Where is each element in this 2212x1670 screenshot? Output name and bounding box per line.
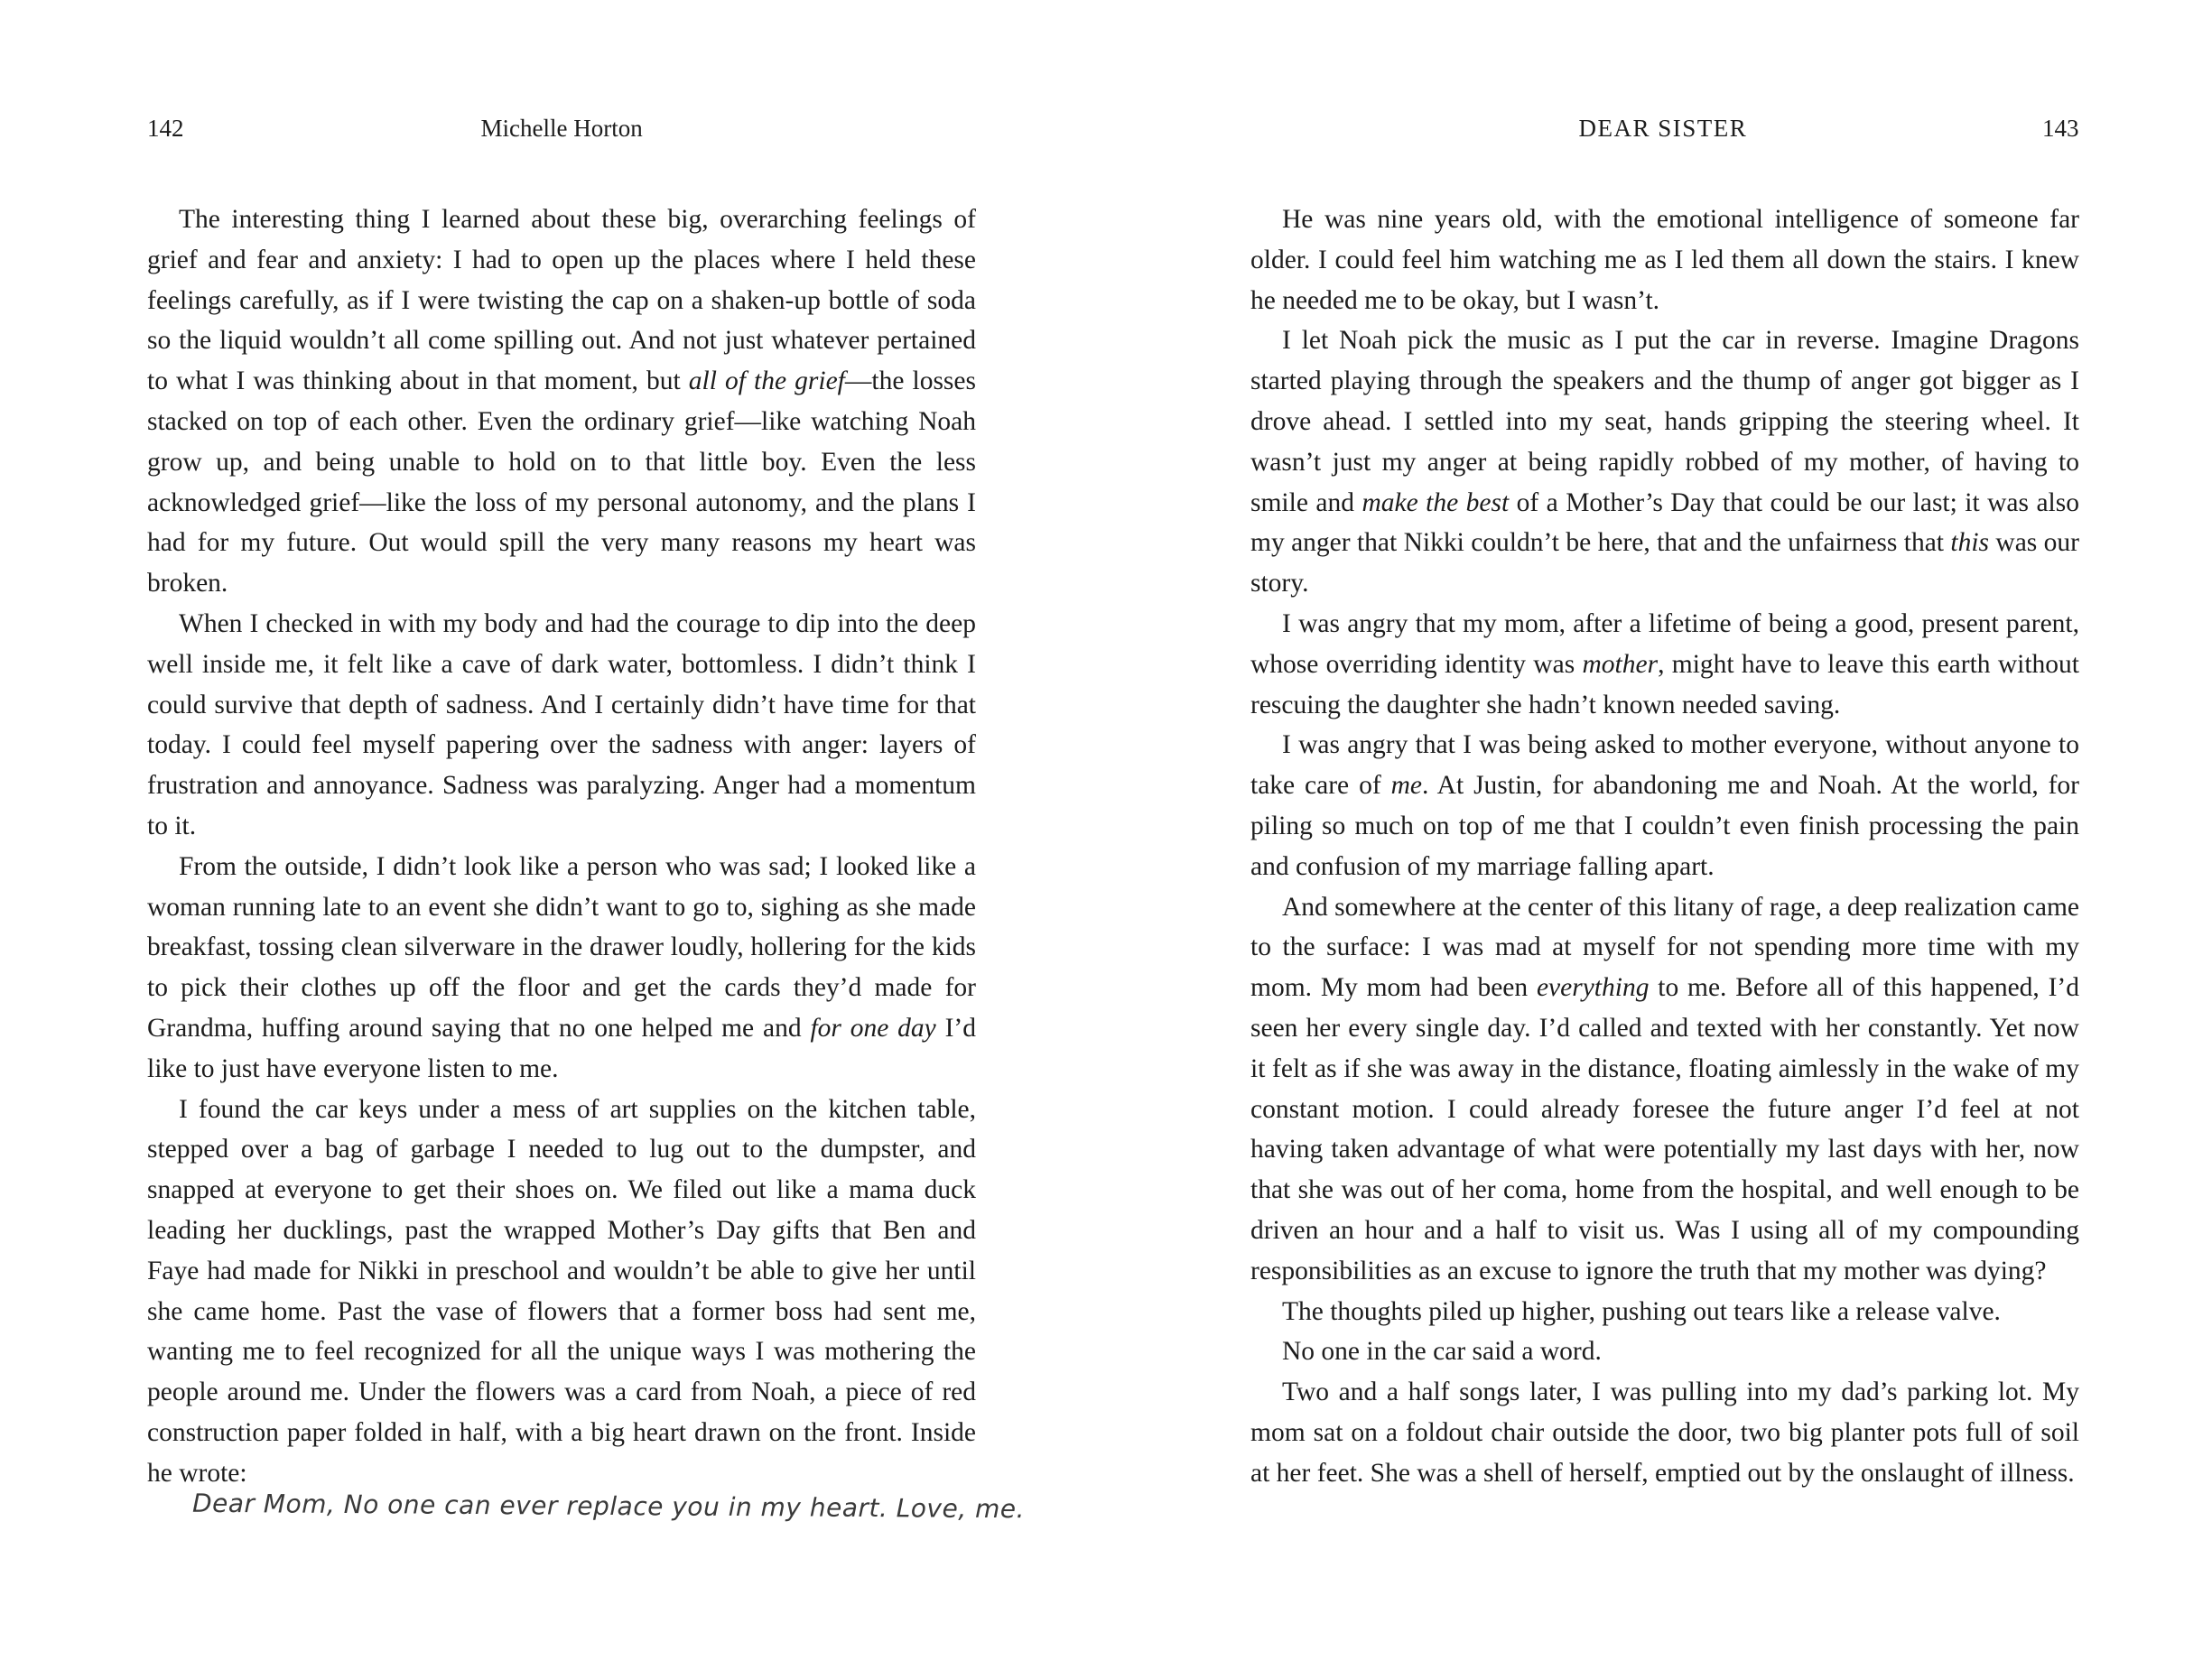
body-text	[147, 199, 976, 1494]
paragraph: No one in the car said a word.	[1282, 1337, 1602, 1367]
running-head-title: DEAR SISTER	[1578, 115, 1748, 142]
paragraph: I found the car keys under a mess of art supplies on the kitchen table, stepped over a bag of garbage I needed to lug out to the dumpster, and snapped at everyone to get their shoes on. We filed out like a mama duck leading her ducklings, past the wrapped Mother’s Day gifts that Ben and Faye had made for Nikki in preschool and wouldn’t be able to give her until she came home. Past the vase of flowers that a former boss had sent me, wanting me to feel recognized for all the unique ways I was mothering the people around me. Under the flowers was a card from Noah, a piece of red construction paper folded in half, with a big heart drawn on the front. Inside he wrote:	[147, 1094, 976, 1488]
paragraph: When I checked in with my body and had the courage to dip into the deep well inside me, it felt like a cave of dark water, bottomless. I didn’t think I could survive that depth of sadness. And I certainly didn’t have time for that today. I could feel myself papering over the sadness with anger: layers of frustration and annoyance. Sadness was paralyzing. Anger had a momentum to it.	[147, 608, 976, 840]
page-number: 142	[147, 115, 184, 142]
paragraph: From the outside, I didn’t look like a person who was sad; I looked like a woman running late to an event she didn’t want to go to, sighing as she made breakfast, tossing clean silverware in the drawer loudly, hollering for the kids to pick their clothes up off the floor and get the cards they’d made for Grandma, huffing around saying that no one helped me and for one day I’d like to just have everyone listen to me.	[147, 851, 976, 1083]
paragraph: The interesting thing I learned about these big, overarching feelings of grief and fear and anxiety: I had to open up the places where I held these feelings carefully, as if I were twisting the cap on a shaken-up bottle of soda so the liquid wouldn’t all come spilling out. And not just whatever pertained to what I was thinking about in that moment, but all of the grief—the losses stacked on top of each other. Even the ordinary grief—like watching Noah grow up, and being unable to hold on to that little boy. Even the less acknowledged grief—like the loss of my personal autonomy, and the plans I had for my future. Out would spill the very many reasons my heart was broken.	[147, 205, 976, 598]
paragraph: And somewhere at the center of this litany of rage, a deep realization came to the surface: I was mad at myself for not spending more time with my mom. My mom had been everything to me. Before all of this happened, I’d seen her every single day. I’d called and texted with her constantly. Yet now it felt as if she was away in the distance, floating aimlessly in the wake of my constant motion. I could already foresee the future anger I’d feel at not having taken advantage of what were potentially my last days with her, now that she was out of her coma, home from the hospital, and well enough to be driven an hour and a half to visit us. Was I using all of my compounding responsibilities as an excuse to ignore the truth that my mother was dying?	[1250, 892, 2080, 1285]
paragraph: I was angry that I was being asked to mother everyone, without anyone to take care of me. At Justin, for abandoning me and Noah. At the world, for piling so much on top of me that I couldn’t even finish processing the pain and confusion of my marriage falling apart.	[1250, 730, 2080, 881]
right-page	[1106, 0, 2212, 1670]
paragraph: I let Noah pick the music as I put the car in reverse. Imagine Dragons started playing through the speakers and the thump of anger got bigger as I drove ahead. I settled into my seat, hands gripping the steering wheel. It wasn’t just my anger at being rapidly robbed of my mother, of having to smile and make the best of a Mother’s Day that could be our last; it was also my anger that Nikki couldn’t be here, that and the unfairness that this was our story.	[1250, 326, 2079, 598]
paragraph: I was angry that my mom, after a lifetime of being a good, present parent, whose overriding identity was mother, might have to leave this earth without rescuing the daughter she hadn’t known needed saving.	[1250, 608, 2079, 719]
paragraph: The thoughts piled up higher, pushing out tears like a release valve.	[1282, 1296, 2001, 1326]
running-head-author: Michelle Horton	[480, 115, 643, 142]
page-number: 143	[2042, 115, 2079, 142]
body-text	[1250, 199, 2079, 1494]
paragraph: Two and a half songs later, I was pulling into my dad’s parking lot. My mom sat on a foldout chair outside the door, two big planter pots full of soil at her feet. She was a shell of herself, emptied out by the onslaught of illness.	[1250, 1378, 2079, 1488]
paragraph: He was nine years old, with the emotional intelligence of someone far older. I could feel him watching me as I led them all down the stairs. I knew he needed me to be okay, but I wasn’t.	[1250, 205, 2079, 315]
handwritten-note: Dear Mom, No one can ever replace you in my heart. Love, me.	[191, 1488, 1026, 1525]
